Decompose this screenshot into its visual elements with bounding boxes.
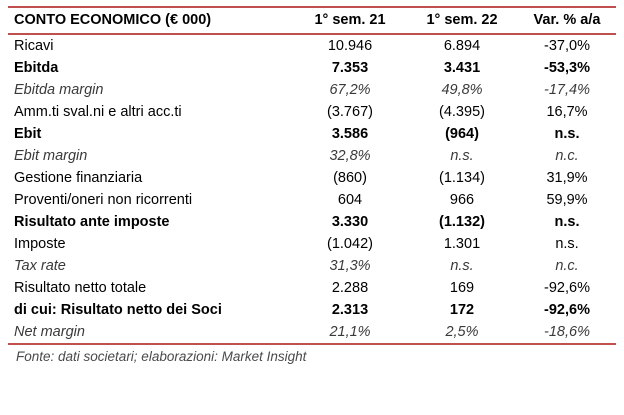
row-value-2: (1.132): [439, 214, 485, 230]
table-row: [8, 167, 616, 189]
row-value-3: -92,6%: [544, 280, 590, 296]
table-header: [8, 7, 616, 34]
row-value-1: 7.353: [331, 60, 369, 76]
row-label: Net margin: [8, 321, 294, 344]
row-label: Amm.ti sval.ni e altri acc.ti: [14, 104, 182, 120]
column-header-period-2: 1° sem. 22: [406, 7, 518, 34]
row-value-2: 966: [449, 192, 475, 208]
row-value-1: 2.313: [331, 302, 369, 318]
row-value-2: 49,8%: [441, 82, 483, 98]
table-row: [8, 233, 616, 255]
row-value-1: 3.586: [331, 126, 369, 142]
row-label: Ebit: [14, 126, 42, 142]
table-row: [8, 189, 616, 211]
table-row: [8, 123, 616, 145]
header-row: [8, 7, 616, 34]
row-value-3: 16,7%: [546, 104, 588, 120]
row-value-2: (4.395): [439, 104, 485, 120]
row-label: Risultato netto totale: [14, 280, 147, 296]
row-value-3: n.c.: [555, 148, 579, 164]
row-value-2: 169: [449, 280, 475, 296]
row-value-3: -92,6%: [544, 302, 590, 318]
row-value-3: -18,6%: [518, 321, 616, 344]
table-row: [8, 321, 616, 344]
row-value-1: 67,2%: [329, 82, 371, 98]
row-value-3: -17,4%: [544, 82, 590, 98]
row-value-3: 31,9%: [546, 170, 588, 186]
row-label: Ebitda margin: [14, 82, 104, 98]
table-row: [8, 211, 616, 233]
row-label: Proventi/oneri non ricorrenti: [14, 192, 193, 208]
row-value-3: n.s.: [554, 214, 580, 230]
row-value-2: (1.134): [439, 170, 485, 186]
row-value-3: -37,0%: [544, 38, 590, 54]
income-statement-table: [8, 6, 616, 345]
row-value-1: 21,1%: [294, 321, 406, 344]
table-row: [8, 34, 616, 57]
table-row: [8, 79, 616, 101]
row-label: Ricavi: [14, 38, 54, 54]
row-value-1: (1.042): [327, 236, 373, 252]
source-note: Fonte: dati societari; elaborazioni: Market Insight: [16, 349, 307, 364]
row-label: Ebit margin: [14, 148, 88, 164]
row-value-1: 32,8%: [329, 148, 371, 164]
table-row: [8, 57, 616, 79]
table-row: [8, 101, 616, 123]
row-value-3: n.c.: [555, 258, 579, 274]
row-value-1: 604: [337, 192, 363, 208]
table-row: [8, 277, 616, 299]
column-header-label: CONTO ECONOMICO (€ 000): [8, 7, 294, 34]
row-value-1: 3.330: [331, 214, 369, 230]
row-value-2: n.s.: [450, 258, 474, 274]
row-value-2: n.s.: [450, 148, 474, 164]
row-value-3: 59,9%: [546, 192, 588, 208]
table-row: [8, 255, 616, 277]
column-header-period-1: 1° sem. 21: [294, 7, 406, 34]
row-value-3: n.s.: [554, 126, 580, 142]
row-value-2: 3.431: [443, 60, 481, 76]
row-value-2: 2,5%: [406, 321, 518, 344]
table-row: [8, 299, 616, 321]
row-value-1: 2.288: [331, 280, 369, 296]
row-value-1: 10.946: [327, 38, 373, 54]
row-label: Ebitda: [14, 60, 59, 76]
row-value-1: 31,3%: [329, 258, 371, 274]
row-label: Tax rate: [14, 258, 66, 274]
row-value-3: -53,3%: [544, 60, 590, 76]
row-value-1: (3.767): [327, 104, 373, 120]
row-label: Imposte: [14, 236, 66, 252]
row-value-2: (964): [445, 126, 479, 142]
row-value-1: (860): [333, 170, 367, 186]
column-header-variation: Var. % a/a: [518, 7, 616, 34]
table-body: [8, 34, 616, 344]
row-value-2: 6.894: [443, 38, 481, 54]
row-label: di cui: Risultato netto dei Soci: [14, 302, 222, 318]
row-value-2: 1.301: [443, 236, 481, 252]
row-value-2: 172: [449, 302, 475, 318]
row-value-3: n.s.: [555, 236, 579, 252]
row-label: Gestione finanziaria: [14, 170, 143, 186]
row-label: Risultato ante imposte: [14, 214, 170, 230]
table-row: [8, 145, 616, 167]
